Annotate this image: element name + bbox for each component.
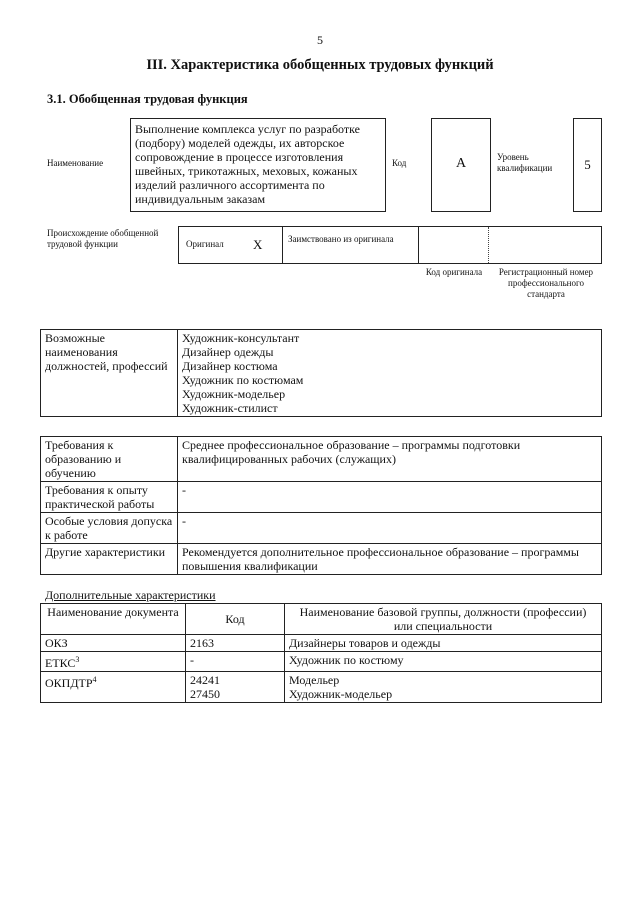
- code-cell: [186, 672, 285, 703]
- doc-cell: [41, 635, 186, 652]
- page-number: 5: [317, 33, 323, 47]
- header-code: Код: [186, 604, 285, 635]
- doc-name: ОКПДТР: [45, 676, 93, 690]
- origin-divider-1: [282, 227, 283, 263]
- position-item: Художник-модельер: [182, 387, 286, 401]
- doc-name: ЕТКС: [45, 656, 76, 670]
- name-label: Наименование: [47, 158, 104, 168]
- req-label: Требования к опыту практической работы: [41, 482, 178, 513]
- req-label: Другие характеристики: [41, 544, 178, 575]
- header-doc: Наименование документа: [41, 604, 186, 635]
- requirements-table: [40, 436, 602, 575]
- doc-cell: [41, 672, 186, 703]
- position-item: Дизайнер костюма: [182, 359, 278, 373]
- doc-cell: [41, 652, 186, 672]
- function-name: Выполнение комплекса услуг по разработке (подбору) моделей одежды, их авторское сопровождение в процессе изготовления швейных, трикотажных, меховых, кожаных изделий различного ассортимента по индивидуальным заказам: [135, 122, 360, 206]
- level-label: Уровень квалификации: [497, 152, 553, 173]
- code-value: 27450: [190, 687, 220, 701]
- base-group-name: Модельер: [289, 673, 340, 687]
- subsection-title: 3.1. Обобщенная трудовая функция: [47, 92, 248, 106]
- code-cell: -: [186, 652, 285, 672]
- code-value: А: [455, 156, 467, 171]
- level-box: [573, 118, 602, 212]
- code-original-caption: Код оригинала: [425, 267, 483, 277]
- req-value: Среднее профессиональное образование – программы подготовки квалифицированных рабочих (служащих): [178, 437, 602, 482]
- base-group-cell: Художник по костюму: [285, 652, 602, 672]
- code-cell: 2163: [186, 635, 285, 652]
- level-value: 5: [584, 157, 591, 172]
- position-item: Художник по костюмам: [182, 373, 304, 387]
- position-item: Дизайнер одежды: [182, 345, 274, 359]
- header-name: Наименование базовой группы, должности (профессии) или специальности: [285, 604, 602, 635]
- code-box: [431, 118, 491, 212]
- borrowed-label: Заимствовано из оригинала: [288, 234, 394, 244]
- origin-label: Происхождение обобщенной трудовой функции: [47, 228, 159, 249]
- footnote-ref: 3: [75, 655, 80, 664]
- req-value: -: [178, 482, 602, 513]
- base-group-name: Художник-модельер: [289, 687, 393, 701]
- base-group-cell: [285, 672, 602, 703]
- position-item: Художник-консультант: [182, 331, 300, 345]
- req-value: -: [178, 513, 602, 544]
- reg-number-caption: Регистрационный номер профессионального стандарта: [498, 267, 594, 299]
- section-title: III. Характеристика обобщенных трудовых функций: [146, 57, 494, 73]
- req-label: Требования к образованию и обучению: [41, 437, 178, 482]
- original-mark: X: [253, 237, 263, 252]
- additional-table: [40, 603, 602, 703]
- additional-title: Дополнительные характеристики: [45, 588, 216, 602]
- positions-list: [178, 330, 602, 417]
- footnote-ref: 4: [92, 675, 97, 684]
- positions-table: [40, 329, 602, 417]
- function-name-box: [130, 118, 386, 212]
- position-item: Художник-стилист: [182, 401, 278, 415]
- positions-label: Возможные наименования должностей, профессий: [41, 330, 178, 417]
- base-group-cell: Дизайнеры товаров и одежды: [285, 635, 602, 652]
- origin-divider-3: [488, 227, 489, 263]
- req-label: Особые условия допуска к работе: [41, 513, 178, 544]
- code-label: Код: [392, 158, 407, 168]
- req-value: Рекомендуется дополнительное профессиональное образование – программы повышения квалификации: [178, 544, 602, 575]
- code-value: 24241: [190, 673, 220, 687]
- origin-box: [178, 226, 602, 264]
- original-label: Оригинал: [186, 239, 224, 249]
- origin-divider-2: [418, 227, 419, 263]
- doc-name: ОКЗ: [45, 636, 68, 650]
